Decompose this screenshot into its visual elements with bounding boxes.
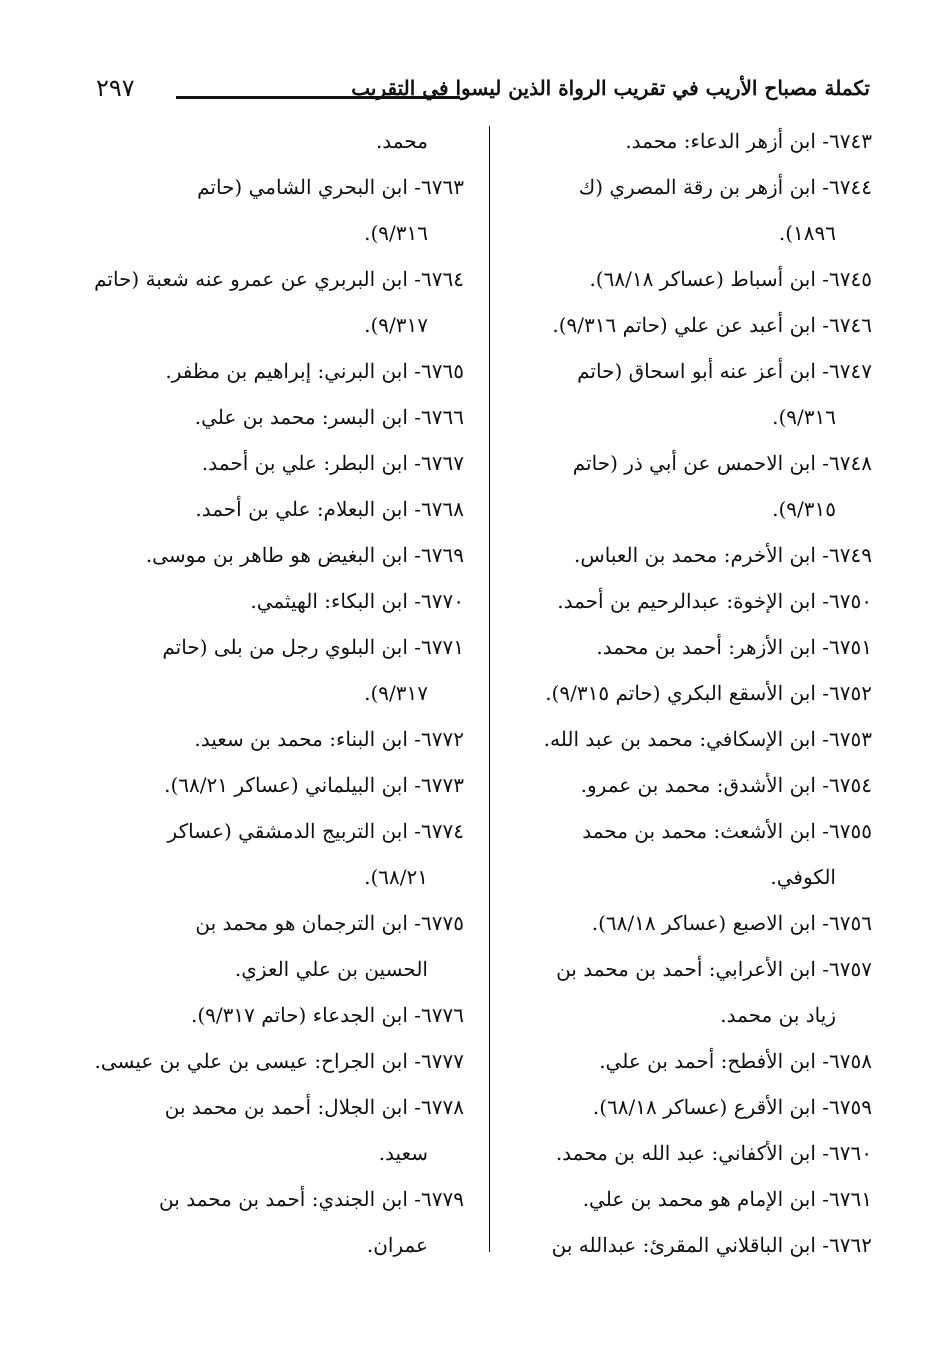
entry-line: ٦٧٦٠- ابن الأكفاني: عبد الله بن محمد. bbox=[555, 1141, 872, 1165]
entry-line: ٦٧٥٣- ابن الإسكافي: محمد بن عبد الله. bbox=[543, 727, 872, 751]
entry-line: ٦٧٤٨- ابن الاحمس عن أبي ذر (حاتم bbox=[572, 451, 872, 475]
entry-line: ٦٧٤٦- ابن أعبد عن علي (حاتم ٩/٣١٦). bbox=[552, 313, 872, 337]
entry-line: ٦٧٥٦- ابن الاصبع (عساكر ٦٨/١٨). bbox=[591, 911, 872, 935]
entry-line: ٦٧٧٠- ابن البكاء: الهيثمي. bbox=[250, 589, 464, 613]
entry-continuation-line: الكوفي. bbox=[770, 865, 836, 889]
entry-continuation-line: ٩/٣١٥). bbox=[772, 497, 836, 521]
entry-continuation-line: ١٨٩٦). bbox=[778, 221, 836, 245]
entry-line: ٦٧٦٢- ابن الباقلاني المقرئ: عبدالله بن bbox=[551, 1233, 872, 1257]
entry-line: ٦٧٥٢- ابن الأسقع البكري (حاتم ٩/٣١٥). bbox=[545, 681, 872, 705]
entry-line: ٦٧٧١- ابن البلوي رجل من بلى (حاتم bbox=[162, 635, 464, 659]
entry-line: ٦٧٦٩- ابن البغيض هو طاهر بن موسى. bbox=[145, 543, 464, 567]
entry-line: ٦٧٤٧- ابن أعز عنه أبو اسحاق (حاتم bbox=[577, 359, 872, 383]
entry-line: ٦٧٦١- ابن الإمام هو محمد بن علي. bbox=[582, 1187, 872, 1211]
entry-continuation-line: ٦٨/٢١). bbox=[364, 865, 428, 889]
entry-line: ٦٧٧٣- ابن البيلماني (عساكر ٦٨/٢١). bbox=[164, 773, 464, 797]
running-title: تكملة مصباح الأريب في تقريب الرواة الذين ليسوا في التقريب bbox=[351, 76, 870, 100]
entry-continuation-line: الحسين بن علي العزي. bbox=[234, 957, 428, 981]
entry-continuation-line: محمد. bbox=[375, 129, 428, 153]
entry-continuation-line: زياد بن محمد. bbox=[720, 1003, 836, 1027]
entry-line: ٦٧٦٤- ابن البربري عن عمرو عنه شعبة (حاتم bbox=[94, 267, 464, 291]
entry-continuation-line: عمران. bbox=[366, 1233, 428, 1257]
entry-line: ٦٧٤٤- ابن أزهر بن رقة المصري (ك bbox=[578, 175, 872, 199]
page-header bbox=[96, 76, 870, 110]
entry-line: ٦٧٧٦- ابن الجدعاء (حاتم ٩/٣١٧). bbox=[190, 1003, 464, 1027]
entry-line: ٦٧٧٧- ابن الجراح: عيسى بن علي بن عيسى. bbox=[94, 1049, 464, 1073]
entry-continuation-line: ٩/٣١٦). bbox=[364, 221, 428, 245]
entry-line: ٦٧٥٨- ابن الأفطح: أحمد بن علي. bbox=[599, 1049, 872, 1073]
entry-line: ٦٧٦٧- ابن البطر: علي بن أحمد. bbox=[201, 451, 464, 475]
right-column bbox=[494, 118, 872, 1268]
left-column bbox=[84, 118, 464, 1268]
entry-line: ٦٧٥٠- ابن الإخوة: عبدالرحيم بن أحمد. bbox=[557, 589, 872, 613]
entry-line: ٦٧٥٤- ابن الأشدق: محمد بن عمرو. bbox=[580, 773, 872, 797]
entry-line: ٦٧٤٥- ابن أسباط (عساكر ٦٨/١٨). bbox=[589, 267, 872, 291]
entry-line: ٦٧٤٣- ابن أزهر الدعاء: محمد. bbox=[625, 129, 872, 153]
entry-line: ٦٧٧٩- ابن الجندي: أحمد بن محمد بن bbox=[159, 1187, 464, 1211]
entry-continuation-line: ٩/٣١٧). bbox=[364, 313, 428, 337]
entry-line: ٦٧٥٩- ابن الأقرع (عساكر ٦٨/١٨). bbox=[592, 1095, 872, 1119]
entry-continuation-line: سعيد. bbox=[378, 1141, 428, 1165]
entry-line: ٦٧٥٧- ابن الأعرابي: أحمد بن محمد بن bbox=[556, 957, 872, 981]
entry-line: ٦٧٦٨- ابن البعلام: علي بن أحمد. bbox=[195, 497, 464, 521]
entry-continuation-line: ٩/٣١٦). bbox=[772, 405, 836, 429]
entry-continuation-line: ٩/٣١٧). bbox=[364, 681, 428, 705]
column-divider bbox=[489, 126, 490, 1252]
entry-line: ٦٧٧٢- ابن البناء: محمد بن سعيد. bbox=[194, 727, 464, 751]
entry-line: ٦٧٦٥- ابن البرني: إبراهيم بن مظفر. bbox=[165, 359, 464, 383]
entry-line: ٦٧٧٥- ابن الترجمان هو محمد بن bbox=[195, 911, 464, 935]
entry-line: ٦٧٧٨- ابن الجلال: أحمد بن محمد بن bbox=[164, 1095, 464, 1119]
header-rule bbox=[176, 96, 460, 99]
page-number: ٢٩٧ bbox=[96, 74, 135, 102]
entry-line: ٦٧٦٦- ابن البسر: محمد بن علي. bbox=[194, 405, 464, 429]
entry-line: ٦٧٧٤- ابن التربيج الدمشقي (عساكر bbox=[167, 819, 464, 843]
entry-line: ٦٧٥١- ابن الأزهر: أحمد بن محمد. bbox=[596, 635, 872, 659]
entry-line: ٦٧٥٥- ابن الأشعث: محمد بن محمد bbox=[582, 819, 872, 843]
entry-line: ٦٧٤٩- ابن الأخرم: محمد بن العباس. bbox=[573, 543, 872, 567]
entry-line: ٦٧٦٣- ابن البحري الشامي (حاتم bbox=[197, 175, 464, 199]
